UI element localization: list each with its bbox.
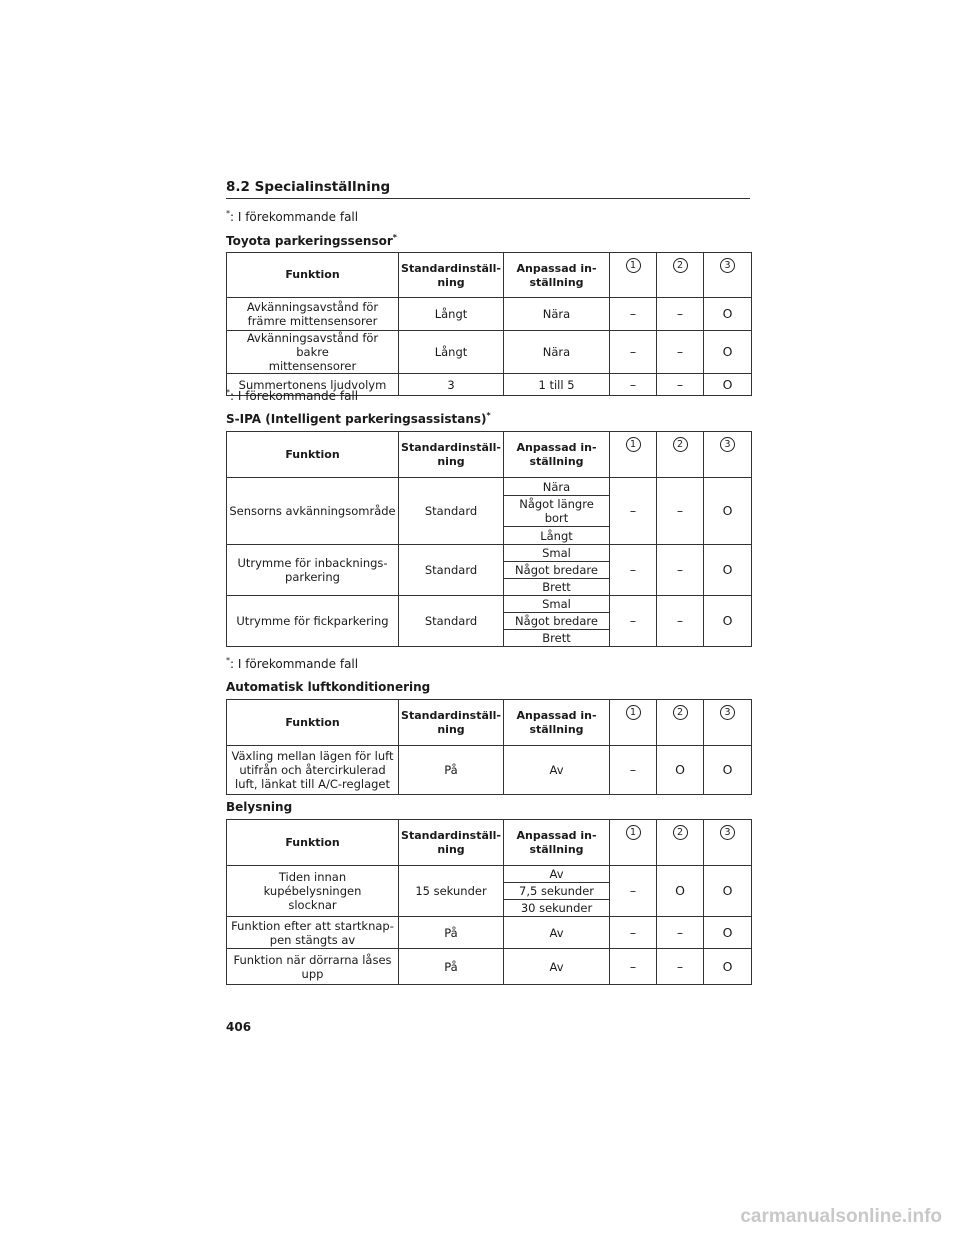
header-anpassad: Anpassad in- ställning	[504, 253, 610, 298]
section-title-ac: Automatisk luftkonditionering	[226, 680, 431, 694]
table-row: Sensorns avkänningsområde Standard Nära – – O	[227, 478, 752, 496]
circled-2-icon: 2	[673, 705, 688, 720]
footnote: *: I förekommande fall	[226, 388, 359, 403]
circled-1-icon: 1	[626, 437, 641, 452]
header-funktion: Funktion	[227, 253, 399, 298]
footnote: *: I förekommande fall	[226, 209, 359, 224]
circled-3-icon: 3	[720, 825, 735, 840]
table-header-row: Funktion Standardinställ- ning Anpassad in- ställning 1 2 3	[227, 820, 752, 866]
circled-3-icon: 3	[720, 705, 735, 720]
table-row: Summertonens ljudvolym 3 1 till 5 – – O	[227, 374, 752, 396]
footnote: *: I förekommande fall	[226, 656, 359, 671]
circled-2-icon: 2	[673, 437, 688, 452]
table-header-row	[227, 253, 752, 298]
parking-sensor-table	[226, 252, 752, 396]
header-standard: Standardinställ- ning	[399, 253, 504, 298]
section-title-parking-sensor: Toyota parkeringssensor*	[226, 233, 397, 248]
section-title-sipa: S-IPA (Intelligent parkeringsassistans)*	[226, 411, 491, 426]
table-row: Utrymme för fickparkering Standard Smal – – O	[227, 596, 752, 613]
circled-1-icon: 1	[626, 258, 641, 273]
lighting-table: Funktion Standardinställ- ning Anpassad in- ställning 1 2 3 Tiden innan kupébelysningen slocknar 15 sekunder Av – O O 7,5 sekunder 30 sekunder Funktion efter att startknap- pen stängts av På Av – – O Funktion när dörrarna låses upp På Av – – O	[226, 819, 752, 985]
table-row: Utrymme för inbacknings- parkering Standard Smal – – O	[227, 545, 752, 562]
ac-table	[226, 699, 752, 795]
table-row: Funktion när dörrarna låses upp På Av – – O	[227, 949, 752, 985]
page-number: 406	[226, 1020, 252, 1034]
table-row: Växling mellan lägen för luft utifrån och återcirkulerad luft, länkat till A/C-reglaget På Av – O O	[227, 746, 752, 795]
table-header-row: Funktion Standardinställ- ning Anpassad in- ställning 1 2 3	[227, 700, 752, 746]
table-row: Avkänningsavstånd för främre mittensensorer Långt Nära – – O	[227, 298, 752, 331]
circled-1-icon: 1	[626, 825, 641, 840]
chapter-title: 8.2 Specialinställning	[226, 178, 750, 199]
table-row: Avkänningsavstånd för bakre mittensensorer Långt Nära – – O	[227, 331, 752, 374]
table-row: Funktion efter att startknap- pen stängts av På Av – – O	[227, 917, 752, 949]
circled-2-icon: 2	[673, 258, 688, 273]
circled-1-icon: 1	[626, 705, 641, 720]
sipa-table: Funktion Standardinställ- ning Anpassad in- ställning 1 2 3 Sensorns avkänningsområde Standard Nära – – O Något längre bort Långt Utrymme för inbacknings- parkering Standard Smal – – O Något bredare Brett Utrymme för fickparkering Standard Smal – – O Något bredare Brett	[226, 431, 752, 647]
circled-2-icon: 2	[673, 825, 688, 840]
circled-3-icon: 3	[720, 437, 735, 452]
table-row: Tiden innan kupébelysningen slocknar 15 sekunder Av – O O	[227, 866, 752, 883]
watermark-text: carmanualsonline.info	[740, 1206, 942, 1227]
circled-3-icon: 3	[720, 258, 735, 273]
section-title-lighting: Belysning	[226, 800, 293, 814]
table-header-row: Funktion Standardinställ- ning Anpassad in- ställning 1 2 3	[227, 432, 752, 478]
